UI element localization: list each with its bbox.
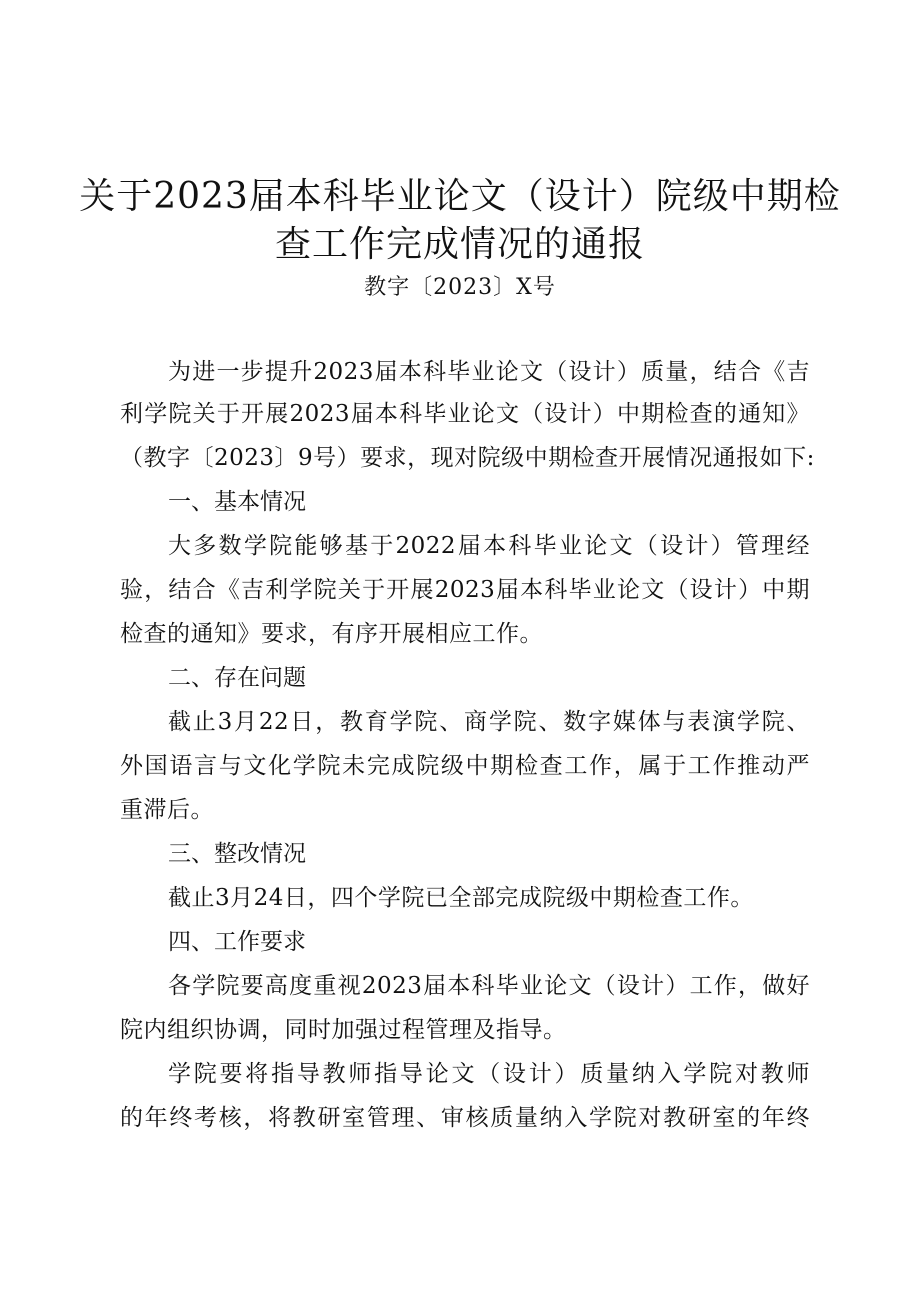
section1-line-3: 检查的通知》要求，有序开展相应工作。: [120, 621, 543, 647]
intro-line-2: 利学院关于开展2023届本科毕业论文（设计）中期检查的通知》: [120, 401, 810, 427]
section1-line-2: 验，结合《吉利学院关于开展2023届本科毕业论文（设计）中期: [120, 577, 810, 603]
section-heading-rectification: 三、整改情况: [168, 841, 306, 867]
section-heading-problems: 二、存在问题: [168, 665, 306, 691]
section4-para2-line-1: 学院要将指导教师指导论文（设计）质量纳入学院对教师: [168, 1061, 810, 1087]
section2-line-3: 重滞后。: [120, 797, 214, 823]
intro-line-3: （教字〔2023〕9号）要求，现对院级中期检查开展情况通报如下:: [120, 445, 815, 471]
document-number: 教字〔2023〕X号: [364, 275, 556, 300]
section3-line-1: 截止3月24日，四个学院已全部完成院级中期检查工作。: [168, 885, 754, 911]
section2-line-1: 截止3月22日，教育学院、商学院、数字媒体与表演学院、: [168, 709, 810, 735]
section1-line-1: 大多数学院能够基于2022届本科毕业论文（设计）管理经: [168, 533, 810, 559]
section-heading-requirements: 四、工作要求: [168, 929, 306, 955]
section4-para1-line-1: 各学院要高度重视2023届本科毕业论文（设计）工作，做好: [168, 973, 810, 999]
section4-para1-line-2: 院内组织协调，同时加强过程管理及指导。: [120, 1017, 567, 1043]
document-title-line-2: 查工作完成情况的通报: [274, 224, 645, 265]
section2-line-2: 外国语言与文化学院未完成院级中期检查工作，属于工作推动严: [120, 753, 810, 779]
section4-para2-line-2: 的年终考核，将教研室管理、审核质量纳入学院对教研室的年终: [120, 1105, 810, 1131]
document-title-line-1: 关于2023届本科毕业论文（设计）院级中期检: [79, 176, 841, 217]
section-heading-basic: 一、基本情况: [168, 489, 306, 515]
intro-line-1: 为进一步提升2023届本科毕业论文（设计）质量，结合《吉: [168, 359, 810, 385]
